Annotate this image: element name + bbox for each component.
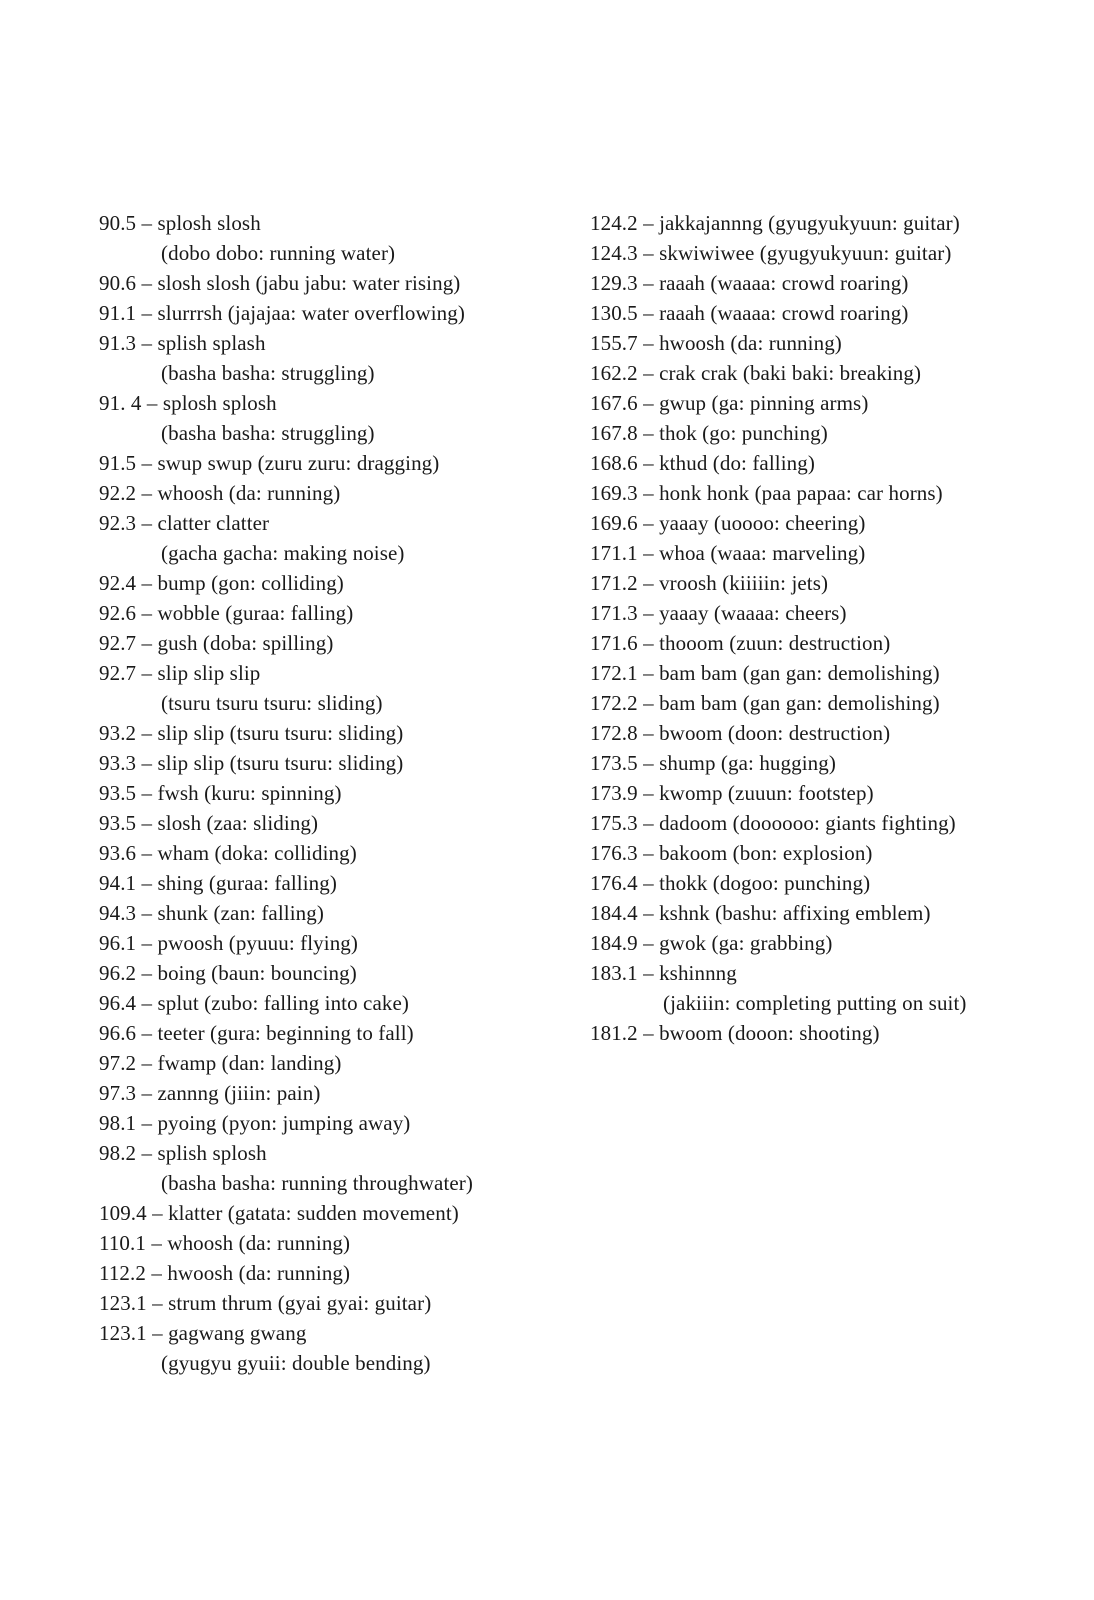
sfx-text: bwoom (doon: destruction): [659, 721, 891, 745]
sfx-entry: [590, 208, 1070, 238]
sfx-entry: [99, 568, 569, 598]
dash-separator: –: [141, 721, 153, 745]
dash-separator: –: [643, 901, 654, 925]
sfx-text: gagwang gwang: [168, 1321, 307, 1345]
page-panel-number: 181.2: [590, 1021, 638, 1045]
sfx-entry: [99, 838, 569, 868]
sfx-text: wobble (guraa: falling): [157, 601, 354, 625]
page-panel-number: 96.4: [99, 991, 137, 1015]
sfx-entry: [99, 388, 569, 448]
dash-separator: –: [141, 1051, 153, 1075]
page-panel-number: 155.7: [590, 331, 638, 355]
page-panel-number: 130.5: [590, 301, 638, 325]
sfx-text: bam bam (gan gan: demolishing): [659, 661, 940, 685]
sfx-translation-continuation: (gyugyu gyuii: double bending): [161, 1351, 431, 1375]
sfx-entry: [99, 1258, 569, 1288]
sfx-translation-continuation: (tsuru tsuru tsuru: sliding): [161, 691, 383, 715]
sfx-text: raaah (waaaa: crowd roaring): [659, 301, 909, 325]
sfx-text: shunk (zan: falling): [157, 901, 324, 925]
sfx-entry: [99, 598, 569, 628]
sfx-text: boing (baun: bouncing): [157, 961, 357, 985]
dash-separator: –: [643, 961, 654, 985]
dash-separator: –: [141, 571, 153, 595]
sfx-text: slosh slosh (jabu jabu: water rising): [157, 271, 461, 295]
sfx-translation-continuation: (jakiiin: completing putting on suit): [663, 991, 967, 1015]
sfx-text: gwok (ga: grabbing): [659, 931, 833, 955]
sfx-text: whoosh (da: running): [157, 481, 341, 505]
sfx-entry: [99, 658, 569, 718]
page-panel-number: 90.5: [99, 211, 137, 235]
sfx-entry: [99, 1198, 569, 1228]
dash-separator: –: [643, 541, 654, 565]
dash-separator: –: [141, 511, 153, 535]
sfx-text: dadoom (doooooo: giants fighting): [659, 811, 956, 835]
sfx-entry: [99, 868, 569, 898]
page-panel-number: 176.3: [590, 841, 638, 865]
page-panel-number: 183.1: [590, 961, 638, 985]
page-panel-number: 169.6: [590, 511, 638, 535]
sfx-text: yaaay (uoooo: cheering): [659, 511, 866, 535]
page-panel-number: 110.1: [99, 1231, 146, 1255]
sfx-text: bwoom (dooon: shooting): [659, 1021, 880, 1045]
dash-separator: –: [643, 1021, 654, 1045]
left-column: [99, 208, 569, 1378]
dash-separator: –: [141, 481, 153, 505]
sfx-text: klatter (gatata: sudden movement): [168, 1201, 459, 1225]
sfx-entry: [590, 778, 1070, 808]
dash-separator: –: [141, 811, 153, 835]
dash-separator: –: [141, 871, 153, 895]
dash-separator: –: [643, 871, 654, 895]
sfx-text: whoosh (da: running): [167, 1231, 351, 1255]
dash-separator: –: [141, 301, 153, 325]
sfx-text: teeter (gura: beginning to fall): [157, 1021, 414, 1045]
sfx-entry: [590, 328, 1070, 358]
dash-separator: –: [141, 211, 153, 235]
sfx-entry: [99, 1288, 569, 1318]
sfx-entry: [590, 748, 1070, 778]
page-panel-number: 167.6: [590, 391, 638, 415]
page-panel-number: 123.1: [99, 1291, 147, 1315]
page-panel-number: 91.3: [99, 331, 137, 355]
page-panel-number: 92.3: [99, 511, 137, 535]
page-panel-number: 168.6: [590, 451, 638, 475]
sfx-text: splosh splosh: [162, 391, 277, 415]
page-panel-number: 129.3: [590, 271, 638, 295]
sfx-entry: [99, 1318, 569, 1378]
dash-separator: –: [643, 211, 654, 235]
dash-separator: –: [643, 241, 654, 265]
sfx-entry: [590, 838, 1070, 868]
sfx-text: honk honk (paa papaa: car horns): [659, 481, 943, 505]
sfx-entry: [590, 388, 1070, 418]
sfx-entry: [590, 568, 1070, 598]
sfx-entry: [590, 958, 1070, 1018]
sfx-text: fwamp (dan: landing): [157, 1051, 342, 1075]
sfx-text: crak crak (baki baki: breaking): [659, 361, 922, 385]
sfx-translation-continuation: (basha basha: running throughwater): [161, 1171, 473, 1195]
dash-separator: –: [643, 331, 654, 355]
dash-separator: –: [141, 931, 153, 955]
dash-separator: –: [141, 1111, 153, 1135]
page-panel-number: 97.2: [99, 1051, 137, 1075]
page-panel-number: 90.6: [99, 271, 137, 295]
page-panel-number: 162.2: [590, 361, 638, 385]
page-panel-number: 94.3: [99, 901, 137, 925]
dash-separator: –: [141, 901, 153, 925]
dash-separator: –: [643, 391, 654, 415]
page-panel-number: 96.2: [99, 961, 137, 985]
sfx-entry: [590, 538, 1070, 568]
page-panel-number: 93.5: [99, 781, 137, 805]
page-panel-number: 93.6: [99, 841, 137, 865]
page-panel-number: 172.8: [590, 721, 638, 745]
page-panel-number: 98.2: [99, 1141, 137, 1165]
sfx-entry: [590, 628, 1070, 658]
sfx-text: wham (doka: colliding): [157, 841, 357, 865]
sfx-text: gwup (ga: pinning arms): [659, 391, 869, 415]
dash-separator: –: [643, 571, 654, 595]
sfx-entry: [590, 1018, 1070, 1048]
dash-separator: –: [141, 331, 153, 355]
sfx-text: thokk (dogoo: punching): [659, 871, 871, 895]
sfx-entry: [590, 418, 1070, 448]
dash-separator: –: [152, 1321, 163, 1345]
dash-separator: –: [643, 601, 654, 625]
dash-separator: –: [141, 1141, 153, 1165]
dash-separator: –: [141, 841, 153, 865]
sfx-entry: [99, 778, 569, 808]
dash-separator: –: [643, 721, 654, 745]
page-panel-number: 93.3: [99, 751, 137, 775]
sfx-text: bakoom (bon: explosion): [659, 841, 873, 865]
dash-separator: –: [141, 1081, 153, 1105]
page-panel-number: 92.6: [99, 601, 137, 625]
page-panel-number: 112.2: [99, 1261, 146, 1285]
page-panel-number: 93.2: [99, 721, 137, 745]
sfx-text: bump (gon: colliding): [157, 571, 344, 595]
sfx-text: splut (zubo: falling into cake): [157, 991, 410, 1015]
dash-separator: –: [643, 361, 654, 385]
sfx-translation-continuation: (gacha gacha: making noise): [161, 541, 405, 565]
dash-separator: –: [151, 1261, 162, 1285]
dash-separator: –: [643, 301, 654, 325]
sfx-translation-continuation: (dobo dobo: running water): [161, 241, 396, 265]
dash-separator: –: [141, 601, 153, 625]
sfx-entry: [99, 718, 569, 748]
sfx-text: slip slip (tsuru tsuru: sliding): [157, 751, 404, 775]
dash-separator: –: [643, 511, 654, 535]
page-panel-number: 124.2: [590, 211, 638, 235]
sfx-entry: [590, 718, 1070, 748]
page-panel-number: 96.1: [99, 931, 137, 955]
dash-separator: –: [643, 841, 654, 865]
sfx-text: splosh slosh: [157, 211, 261, 235]
sfx-entry: [99, 628, 569, 658]
dash-separator: –: [146, 391, 158, 415]
dash-separator: –: [141, 1021, 153, 1045]
sfx-text: thok (go: punching): [659, 421, 828, 445]
page-panel-number: 171.6: [590, 631, 638, 655]
dash-separator: –: [643, 481, 654, 505]
page-panel-number: 124.3: [590, 241, 638, 265]
page-panel-number: 94.1: [99, 871, 137, 895]
sfx-text: gush (doba: spilling): [157, 631, 334, 655]
page-panel-number: 169.3: [590, 481, 638, 505]
dash-separator: –: [643, 931, 654, 955]
sfx-entry: [590, 358, 1070, 388]
sfx-text: kshinnng: [659, 961, 737, 985]
sfx-text: splish splash: [157, 331, 266, 355]
dash-separator: –: [152, 1291, 163, 1315]
page-panel-number: 172.2: [590, 691, 638, 715]
sfx-entry: [99, 1138, 569, 1198]
sfx-text: slip slip slip: [157, 661, 261, 685]
sfx-text: clatter clatter: [157, 511, 270, 535]
dash-separator: –: [141, 451, 153, 475]
page-panel-number: 171.2: [590, 571, 638, 595]
page-panel-number: 123.1: [99, 1321, 147, 1345]
sfx-entry: [590, 898, 1070, 928]
dash-separator: –: [643, 751, 654, 775]
sfx-text: thooom (zuun: destruction): [659, 631, 891, 655]
sfx-text: raaah (waaaa: crowd roaring): [659, 271, 909, 295]
page-panel-number: 176.4: [590, 871, 638, 895]
sfx-entry: [590, 808, 1070, 838]
sfx-text: strum thrum (gyai gyai: guitar): [168, 1291, 432, 1315]
sfx-entry: [99, 898, 569, 928]
sfx-entry: [590, 238, 1070, 268]
sfx-entry: [590, 268, 1070, 298]
sfx-text: shing (guraa: falling): [157, 871, 337, 895]
sfx-text: slip slip (tsuru tsuru: sliding): [157, 721, 404, 745]
dash-separator: –: [141, 631, 153, 655]
sfx-text: fwsh (kuru: spinning): [157, 781, 342, 805]
sfx-entry: [99, 958, 569, 988]
page-panel-number: 167.8: [590, 421, 638, 445]
sfx-entry: [590, 658, 1070, 688]
sfx-entry: [590, 868, 1070, 898]
sfx-text: yaaay (waaaa: cheers): [659, 601, 847, 625]
dash-separator: –: [643, 661, 654, 685]
sfx-text: kthud (do: falling): [659, 451, 815, 475]
dash-separator: –: [141, 751, 153, 775]
sfx-text: kwomp (zuuun: footstep): [659, 781, 874, 805]
sfx-text: hwoosh (da: running): [167, 1261, 351, 1285]
sfx-text: slurrrsh (jajajaa: water overflowing): [157, 301, 465, 325]
sfx-text: pwoosh (pyuuu: flying): [157, 931, 359, 955]
page-panel-number: 184.4: [590, 901, 638, 925]
sfx-text: jakkajannng (gyugyukyuun: guitar): [659, 211, 960, 235]
dash-separator: –: [141, 991, 153, 1015]
page-panel-number: 173.9: [590, 781, 638, 805]
sfx-translation-continuation: (basha basha: struggling): [161, 421, 375, 445]
sfx-entry: [590, 448, 1070, 478]
page-panel-number: 93.5: [99, 811, 137, 835]
page-panel-number: 92.7: [99, 631, 137, 655]
page-panel-number: 171.1: [590, 541, 638, 565]
page-panel-number: 97.3: [99, 1081, 137, 1105]
page-panel-number: 92.7: [99, 661, 137, 685]
dash-separator: –: [643, 421, 654, 445]
dash-separator: –: [152, 1201, 163, 1225]
sfx-text: whoa (waaa: marveling): [659, 541, 866, 565]
sfx-entry: [99, 478, 569, 508]
page-panel-number: 91.1: [99, 301, 137, 325]
sfx-entry: [590, 688, 1070, 718]
sfx-entry: [590, 508, 1070, 538]
sfx-entry: [99, 1018, 569, 1048]
sfx-entry: [99, 748, 569, 778]
page-panel-number: 91.5: [99, 451, 137, 475]
page-panel-number: 109.4: [99, 1201, 147, 1225]
dash-separator: –: [643, 811, 654, 835]
sfx-entry: [99, 448, 569, 478]
sfx-entry: [99, 268, 569, 298]
sfx-entry: [99, 1078, 569, 1108]
page-panel-number: 175.3: [590, 811, 638, 835]
sfx-entry: [590, 928, 1070, 958]
page-panel-number: 96.6: [99, 1021, 137, 1045]
sfx-entry: [99, 298, 569, 328]
sfx-entry: [99, 1228, 569, 1258]
sfx-text: bam bam (gan gan: demolishing): [659, 691, 940, 715]
sfx-text: hwoosh (da: running): [659, 331, 842, 355]
page-panel-number: 184.9: [590, 931, 638, 955]
sfx-text: splish splosh: [157, 1141, 267, 1165]
sfx-entry: [590, 598, 1070, 628]
sfx-text: slosh (zaa: sliding): [157, 811, 319, 835]
right-column: [590, 208, 1070, 1048]
sfx-entry: [99, 928, 569, 958]
sfx-text: kshnk (bashu: affixing emblem): [659, 901, 931, 925]
page-panel-number: 92.4: [99, 571, 137, 595]
dash-separator: –: [141, 661, 153, 685]
sfx-entry: [99, 328, 569, 388]
page-panel-number: 171.3: [590, 601, 638, 625]
sfx-text: zannng (jiiin: pain): [157, 1081, 321, 1105]
page-panel-number: 98.1: [99, 1111, 137, 1135]
dash-separator: –: [643, 451, 654, 475]
dash-separator: –: [141, 961, 153, 985]
sfx-entry: [590, 478, 1070, 508]
dash-separator: –: [643, 631, 654, 655]
page-panel-number: 92.2: [99, 481, 137, 505]
sfx-entry: [99, 808, 569, 838]
dash-separator: –: [643, 271, 654, 295]
sfx-text: pyoing (pyon: jumping away): [157, 1111, 411, 1135]
sfx-translation-continuation: (basha basha: struggling): [161, 361, 375, 385]
page-panel-number: 173.5: [590, 751, 638, 775]
sfx-text: swup swup (zuru zuru: dragging): [157, 451, 440, 475]
sfx-entry: [590, 298, 1070, 328]
sfx-text: skwiwiwee (gyugyukyuun: guitar): [659, 241, 952, 265]
sfx-text: vroosh (kiiiiin: jets): [659, 571, 829, 595]
dash-separator: –: [151, 1231, 162, 1255]
sfx-text: shump (ga: hugging): [659, 751, 836, 775]
page-panel-number: 172.1: [590, 661, 638, 685]
dash-separator: –: [141, 271, 153, 295]
dash-separator: –: [141, 781, 153, 805]
sfx-entry: [99, 208, 569, 268]
dash-separator: –: [643, 691, 654, 715]
sfx-entry: [99, 1108, 569, 1138]
sfx-entry: [99, 1048, 569, 1078]
dash-separator: –: [643, 781, 654, 805]
sfx-entry: [99, 988, 569, 1018]
page-panel-number: 91. 4: [99, 391, 142, 415]
sfx-entry: [99, 508, 569, 568]
